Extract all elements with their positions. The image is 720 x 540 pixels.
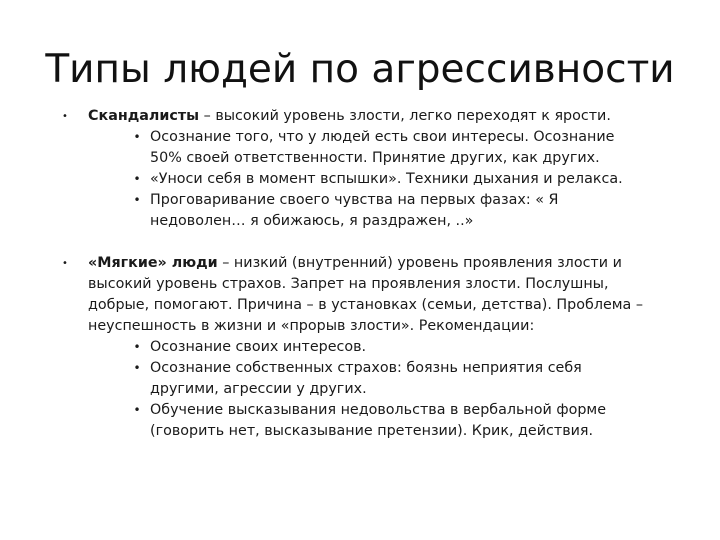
sub-item-text: Осознание того, что у людей есть свои интересы. Осознание 50% своей ответственности. Принятие других, как других. — [150, 129, 615, 166]
sub-item-text: Обучение высказывания недовольства в вербальной форме (говорить нет, высказывание претензии). Крик, действия. — [150, 402, 606, 439]
slide-title: Типы людей по агрессивности — [45, 47, 675, 92]
sub-item-text: «Уноси себя в момент вспышки». Техники дыхания и релакса. — [150, 171, 623, 187]
sub-list — [0, 337, 720, 442]
list-item-scandalists — [0, 106, 720, 232]
sub-item-text: Осознание собственных страхов: боязнь неприятия себя другими, агрессии у других. — [150, 360, 582, 397]
item-lead: «Мягкие» люди — [88, 255, 218, 271]
bullet-list — [0, 106, 720, 442]
sub-list-item — [133, 127, 640, 169]
item-text — [88, 106, 648, 127]
sub-bullet-icon: • — [133, 340, 141, 354]
sub-item-text: Проговаривание своего чувства на первых фазах: « Я недоволен… я обижаюсь, я раздражен, ..» — [150, 192, 559, 229]
sub-bullet-icon: • — [133, 130, 141, 144]
list-item-soft-people — [0, 253, 720, 442]
sub-list-item — [133, 358, 640, 400]
sub-bullet-icon: • — [133, 361, 141, 375]
item-description: – низкий (внутренний) уровень проявления злости и высокий уровень страхов. Запрет на проявления злости. Послушны, добрые, помогают. Причина – в установках (семьи, детства). Проблема – неуспешность в жизни и «прорыв злости». Рекомендации: — [88, 255, 643, 334]
item-description: – высокий уровень злости, легко переходят к ярости. — [199, 108, 611, 124]
item-lead: Скандалисты — [88, 108, 200, 124]
sub-list-item — [133, 337, 640, 358]
bullet-icon: • — [62, 258, 68, 269]
sub-list — [0, 127, 720, 232]
sub-list-item — [133, 190, 640, 232]
sub-list-item — [133, 400, 640, 442]
bullet-icon: • — [62, 111, 68, 122]
sub-item-text: Осознание своих интересов. — [150, 339, 367, 355]
sub-bullet-icon: • — [133, 403, 141, 417]
sub-bullet-icon: • — [133, 193, 141, 207]
item-text — [88, 253, 648, 337]
sub-list-item — [133, 169, 640, 190]
sub-bullet-icon: • — [133, 172, 141, 186]
